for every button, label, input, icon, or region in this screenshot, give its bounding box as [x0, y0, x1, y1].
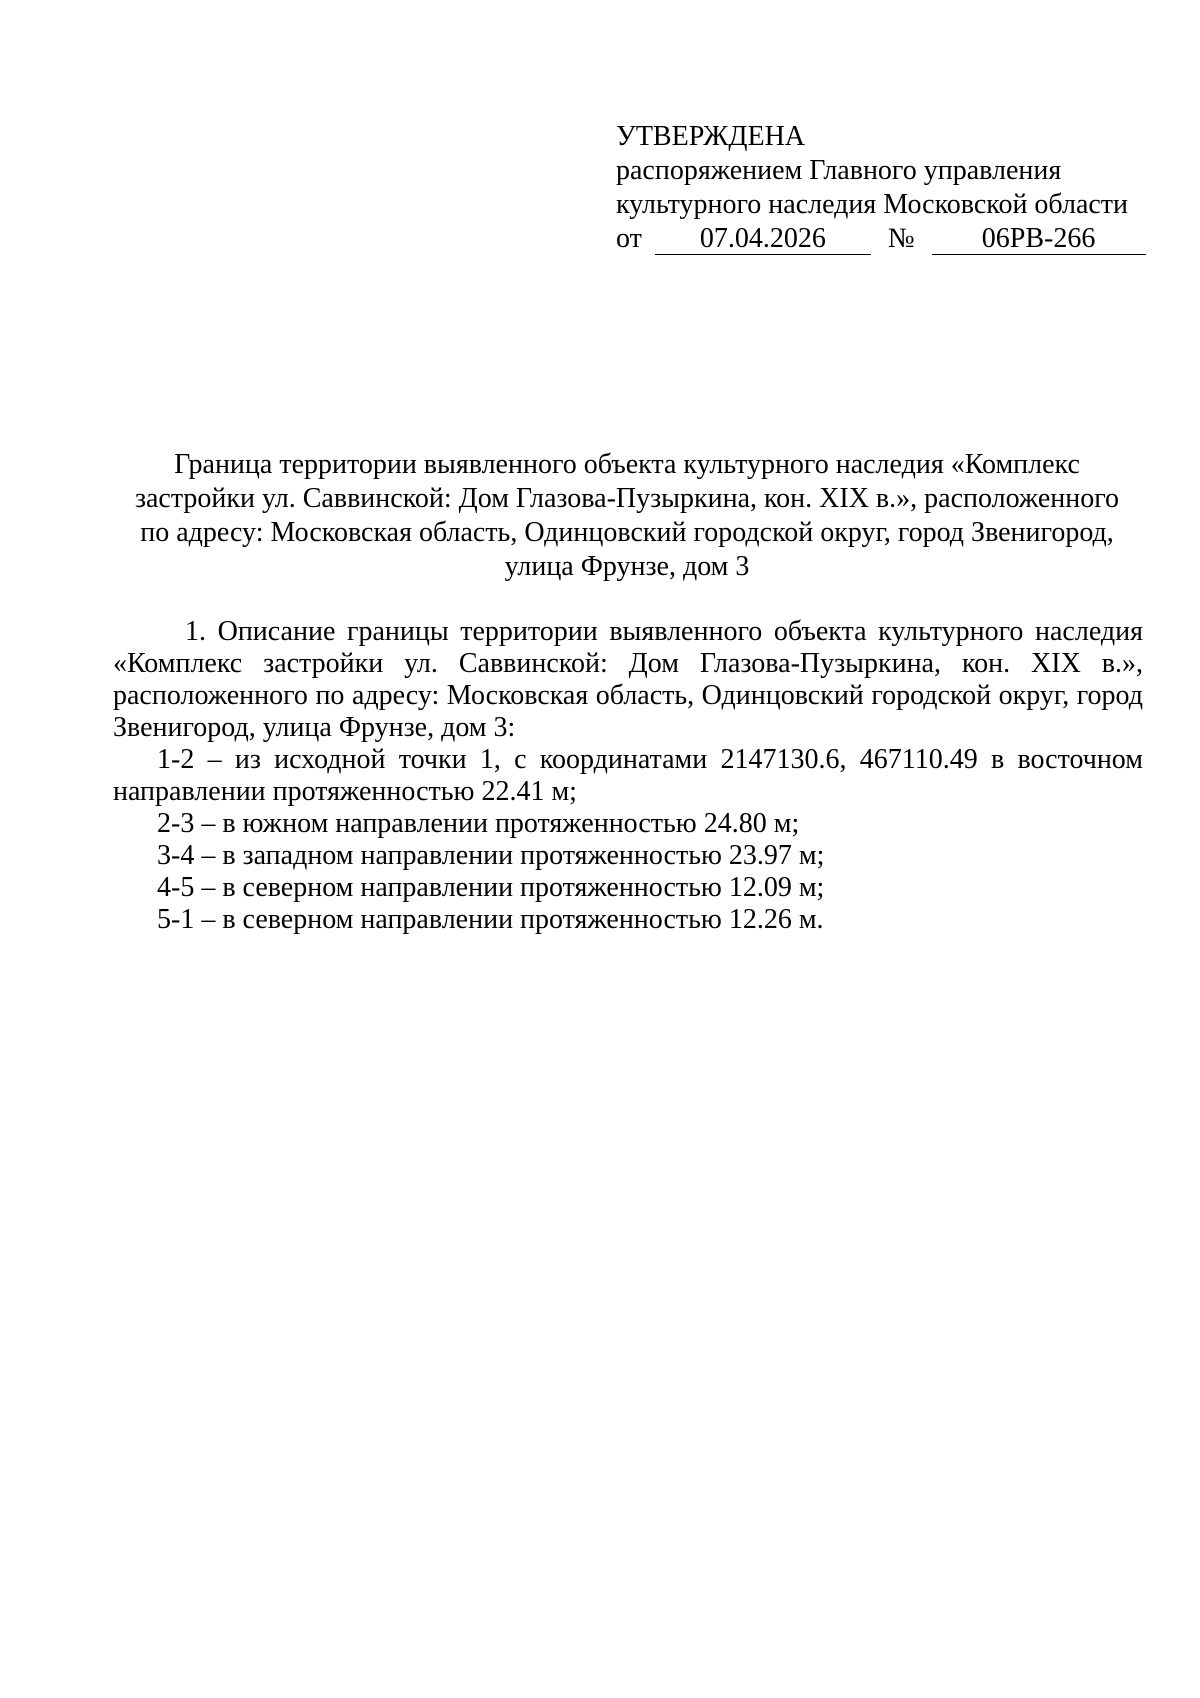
approval-line-2: культурного наследия Московской области — [616, 189, 1129, 220]
from-label: от — [616, 223, 642, 254]
boundary-segment: 5-1 – в северном направлении протяженностью 12.26 м. — [157, 904, 824, 935]
approval-block — [616, 120, 1136, 256]
approval-date: 07.04.2026 — [655, 224, 871, 255]
title-line: застройки ул. Саввинской: Дом Глазова-Пузыркина, кон. XIX в.», расположенного — [134, 483, 1120, 514]
approval-line-1: распоряжением Главного управления — [616, 155, 1062, 186]
boundary-segment: 1-2 – из исходной точки 1, с координатами 2147130.6, 467110.49 в восточном направлении протяженностью 22.41 м; — [113, 744, 1143, 807]
approval-heading: УТВЕРЖДЕНА — [616, 121, 806, 152]
title-line: улица Фрунзе, дом 3 — [504, 551, 750, 582]
approval-reference — [616, 222, 1136, 256]
approval-number: 06РВ-266 — [932, 224, 1146, 255]
boundary-segment: 3-4 – в западном направлении протяженностью 23.97 м; — [157, 840, 825, 871]
number-label: № — [887, 223, 915, 254]
document-title — [112, 448, 1142, 584]
boundary-segment: 2-3 – в южном направлении протяженностью 24.80 м; — [157, 808, 800, 839]
boundary-segment: 4-5 – в северном направлении протяженностью 12.09 м; — [157, 872, 825, 903]
document-body — [113, 616, 1143, 936]
title-line: по адресу: Московская область, Одинцовский городской округ, город Звенигород, — [140, 517, 1114, 548]
boundary-description-intro: 1. Описание границы территории выявленного объекта культурного наследия «Комплекс застройки ул. Саввинской: Дом Глазова-Пузыркина, кон. XIX в.», расположенного по адресу: Московская область, Одинцовский городской округ, город Звенигород, улица Фрунзе, дом 3: — [113, 616, 1143, 743]
title-line: Граница территории выявленного объекта культурного наследия «Комплекс — [174, 449, 1080, 480]
